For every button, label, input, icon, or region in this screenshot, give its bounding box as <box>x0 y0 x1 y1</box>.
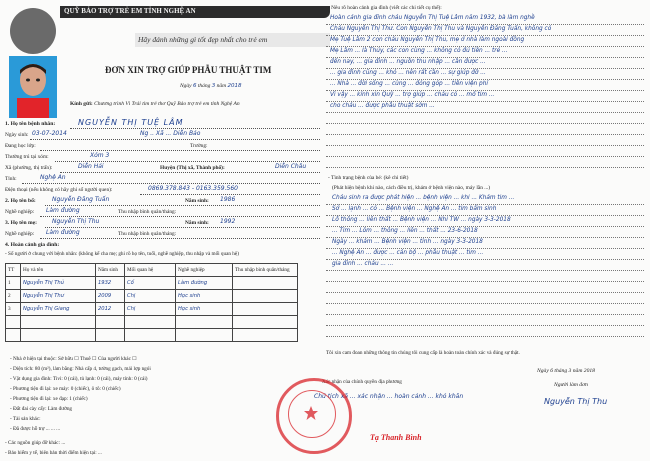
father-birth-year: 1986 <box>220 196 236 203</box>
vehicle-line: - Phương tiện đi lại: xe đạp: 1 (chiếc) <box>10 396 88 402</box>
table-cell: Học sinh <box>176 303 233 316</box>
table-cell: Chị <box>125 290 176 303</box>
ruled-line <box>326 46 644 47</box>
ruled-line <box>326 325 644 326</box>
fund-name: QUỸ BẢO TRỢ TRẺ EM TỈNH NGHỆ AN <box>64 7 196 15</box>
form-title: ĐƠN XIN TRỢ GIÚP PHẪU THUẬT TIM <box>105 65 272 75</box>
table-header: Họ và tên <box>21 264 96 277</box>
dotline <box>40 216 320 217</box>
disease-line: ... Nghệ An ... được ... cán bộ ... phẫu thuật ... tim ... <box>332 250 484 256</box>
district-value: Diễn Châu <box>275 163 307 170</box>
patient-name: NGUYỄN THỊ TUỆ LÂM <box>78 118 184 127</box>
province-value: Nghệ An <box>40 174 66 181</box>
phone-value: 0869.378.843 - 0163.359.560 <box>148 185 238 192</box>
commitment: Tôi xin cam đoan những thông tin chúng tôi cung cấp là hoàn toàn chính xác và đúng sự thật. <box>326 350 520 356</box>
dotline <box>40 238 320 239</box>
applicant-label: Người làm đơn <box>554 382 588 388</box>
applicant-signature: Nguyễn Thị Thu <box>544 397 608 406</box>
table-row <box>6 290 298 303</box>
circumstance-line: ... gia đình cũng ... khó ... nên rất cần ... sự giúp đỡ ... <box>330 70 486 76</box>
ruled-line <box>326 237 644 238</box>
slogan: Hãy đánh những gì tốt đẹp nhất cho trẻ em <box>138 35 268 44</box>
dotline <box>45 227 320 228</box>
foot-note-1: - Các nguồn giúp đỡ khác: ... <box>5 440 66 446</box>
ruled-line <box>326 281 644 282</box>
ruled-line <box>326 57 644 58</box>
circumstance-line: Cháu Nguyễn Thị Thư. Con Nguyễn Thị Thu và Nguyễn Đăng Tuấn, không có <box>330 26 552 32</box>
table-header-row <box>6 264 298 277</box>
disease-line: Sở ... lạnh ... có ... Bệnh viện ... Nghệ An ... tim bẩm sinh <box>332 206 497 212</box>
father-birth-year-label: Năm sinh: <box>185 198 209 204</box>
date-year: 2018 <box>227 83 242 89</box>
table-row <box>6 329 298 342</box>
date-day: 6 <box>193 83 197 89</box>
mother-name: Nguyễn Thị Thu <box>52 218 100 225</box>
circumstance-line: Mẹ Tuệ Lâm 2 con cháu Nguyễn Thị Thu, mẹ ở nhà làm ngoài đồng <box>330 37 525 43</box>
commune-label: Xã (phường, thị trấn): <box>5 165 53 171</box>
ruled-line <box>326 248 644 249</box>
form-date <box>180 84 242 90</box>
section3-heading: 3. Họ tên mẹ: <box>5 220 38 226</box>
dotline <box>22 183 320 184</box>
ruled-line <box>326 167 644 168</box>
table-row <box>6 277 298 290</box>
dob-value: 03-07-2014 <box>32 130 67 137</box>
circumstance-line: Hoàn cảnh gia đình cháu Nguyễn Thị Tuệ Lâm năm 1932, bà làm nghề <box>330 15 535 21</box>
section1-heading: 1. Họ tên bệnh nhân: <box>5 121 56 127</box>
date-month: 3 <box>211 83 216 89</box>
date-year-label: năm <box>216 83 227 89</box>
phone-label: Điện thoại (nếu không có hãy ghi số người quen): <box>5 187 113 193</box>
table-cell: Nguyễn Thị Thư <box>21 290 96 303</box>
hamlet-value: Xóm 3 <box>90 152 110 159</box>
land-line: - Đất đai cày cấy: Làm đường <box>10 406 73 412</box>
table-cell <box>233 290 298 303</box>
ruled-line <box>326 215 644 216</box>
fund-logo <box>10 8 56 54</box>
school-field-label: Trường: <box>190 143 208 149</box>
father-job: Làm đường <box>46 207 80 214</box>
table-header: TT <box>6 264 21 277</box>
table-cell: Làm đường <box>176 277 233 290</box>
ruled-line <box>326 123 644 124</box>
disease-line: Ngày ... khám ... Bệnh viện ... tỉnh ... ngày 3-3-2018 <box>332 239 483 245</box>
table-header: Thu nhập bình quân/tháng <box>233 264 298 277</box>
foot-note-2: - Bảo hiểm y tế, biên bản thời điểm hiện tại: ... <box>5 450 102 456</box>
ruled-line <box>326 303 644 304</box>
circumstance-line: cho cháu ... được phẫu thuật sớm ... <box>330 103 435 109</box>
mother-job: Làm đường <box>46 229 80 236</box>
kinh-gui-label: Kính gửi: <box>70 101 93 107</box>
mother-birth-year: 1992 <box>220 218 236 225</box>
other-line: - Tài sản khác: <box>10 416 41 422</box>
table-cell: Cố <box>125 277 176 290</box>
table-cell: 1932 <box>96 277 125 290</box>
circumstance-line: Vì vậy ... kính xin Quỹ ... trợ giúp ... cháu có ... mổ tim ... <box>330 92 495 98</box>
circumstance-line: Mẹ Lâm ... là Thủy, các con cùng ... không có đủ tiền ... trẻ ... <box>330 48 508 54</box>
ruled-line <box>326 226 644 227</box>
house-line: - Nhà ở hiện tại thuộc: Sở hữu ☐ Thuê ☐ Của người khác ☐ <box>10 356 137 362</box>
table-cell <box>6 329 21 342</box>
commune-value: Diễn Hải <box>78 163 104 170</box>
table-cell: Học sinh <box>176 290 233 303</box>
table-cell <box>125 316 176 329</box>
table-cell <box>96 316 125 329</box>
right-column <box>314 0 650 461</box>
ruled-line <box>326 134 644 135</box>
section2-heading: 2. Họ tên bố: <box>5 198 36 204</box>
ruled-line <box>326 24 644 25</box>
ruled-line <box>326 292 644 293</box>
disease-heading: - Tình trạng bệnh của bé: (kê chi tiết) <box>328 175 409 181</box>
ruled-line <box>326 112 644 113</box>
table-header: Mối quan hệ <box>125 264 176 277</box>
dotline <box>60 172 320 173</box>
table-cell <box>233 316 298 329</box>
table-cell: 2009 <box>96 290 125 303</box>
address-hint: Ng .. Xã ... Diễn Bảo <box>140 130 201 137</box>
ruled-line <box>326 101 644 102</box>
section4-heading: 4. Hoàn cảnh gia đình: <box>5 242 60 248</box>
dotline <box>45 205 320 206</box>
kinh-gui-text: Chương trình Vì Trái tim trẻ thơ Quỹ Bảo trợ trẻ em tỉnh Nghệ An <box>94 101 240 107</box>
transport-line: - Phương tiện đi lại: xe máy: 0 (chiếc), ô tô: 0 (chiếc) <box>10 386 121 392</box>
table-cell: 3 <box>6 303 21 316</box>
assets-line: - Vật dụng gia đình: Tivi: 0 (cái), tủ lạnh: 0 (cái), máy tính: 0 (cái) <box>10 376 148 382</box>
ruled-line <box>326 35 644 36</box>
ruled-line <box>326 204 644 205</box>
table-cell <box>176 316 233 329</box>
disease-hint: (Phát hiện bệnh khi nào, cách điều trị, khám ở bệnh viện nào, máy lần ...) <box>332 185 491 191</box>
father-name: Nguyễn Đăng Tuấn <box>52 196 110 203</box>
table-cell <box>96 329 125 342</box>
mother-job-label: Nghề nghiệp: <box>5 231 35 237</box>
ruled-line <box>326 270 644 271</box>
ruled-line <box>326 156 644 157</box>
circumstance-line: đến nay, ... gia đình ... nguồn thu nhập ... cần được ... <box>330 59 486 65</box>
patient-photo <box>9 56 57 118</box>
ruled-line <box>326 68 644 69</box>
hamlet-label: Thường trú tại xóm: <box>5 154 49 160</box>
table-cell <box>233 277 298 290</box>
province-label: Tỉnh: <box>5 176 17 182</box>
stamp-star-icon <box>303 405 319 421</box>
dotline <box>55 161 320 162</box>
table-cell <box>6 316 21 329</box>
table-cell: 1 <box>6 277 21 290</box>
sign-date: Ngày 6 tháng 3 năm 2018 <box>537 368 595 374</box>
date-month-label: tháng <box>197 83 211 89</box>
mother-birth-year-label: Năm sinh: <box>185 220 209 226</box>
dotline <box>40 150 320 151</box>
table-cell: Nguyễn Thị Giang <box>21 303 96 316</box>
table-row <box>6 316 298 329</box>
household-members-table <box>5 263 298 342</box>
local-note: Chủ tịch xã ... xác nhận ... hoàn cảnh ... khó khăn <box>314 393 464 400</box>
local-confirm-label: Xác nhận của chính quyền địa phương <box>322 379 402 385</box>
father-job-label: Nghề nghiệp: <box>5 209 35 215</box>
disease-line: ... Tim ... Lõm ... thông ... liên ... thất ... 23-6-2018 <box>332 228 478 234</box>
table-cell: Nguyễn Thị Thủ <box>21 277 96 290</box>
other-help: - Đã được hỗ trợ ... ... ... <box>10 426 61 432</box>
school-label: Đang học lớp: <box>5 143 36 149</box>
ruled-line <box>326 145 644 146</box>
table-cell <box>21 329 96 342</box>
table-header: Nghề nghiệp <box>176 264 233 277</box>
table-cell: 2 <box>6 290 21 303</box>
disease-line: Lỗ thông ... liên thất ... Bệnh viện ... Nhi TW ... ngày 3-3-2018 <box>332 217 511 223</box>
table-cell <box>233 303 298 316</box>
district-label: Huyện (Thị xã, Thành phố): <box>160 165 225 171</box>
father-income-label: Thu nhập bình quân/tháng: <box>118 209 177 215</box>
table-cell <box>176 329 233 342</box>
dotline <box>140 194 320 195</box>
ruled-line <box>326 314 644 315</box>
mother-income-label: Thu nhập bình quân/tháng: <box>118 231 177 237</box>
dotline <box>70 128 320 129</box>
table-cell: 2012 <box>96 303 125 316</box>
circumstance-heading: - Nêu rõ hoàn cảnh gia đình (viết các chi tiết cụ thể): <box>328 5 442 11</box>
disease-line: gia đình ... cháu ... ... <box>332 261 394 267</box>
circumstance-line: ... Nhà ... đời sống ... cùng ... đóng góp ... tiền viện phí <box>330 81 488 87</box>
disease-line: Cháu sinh ra được phát hiện ... bệnh viện ... khi ... Khám tim ... <box>332 195 515 201</box>
official-name: Tạ Thanh Bình <box>370 433 422 442</box>
table-header: Năm sinh <box>96 264 125 277</box>
table-cell <box>21 316 96 329</box>
dotline <box>30 139 320 140</box>
dob-label: Ngày sinh: <box>5 132 29 138</box>
table-row <box>6 303 298 316</box>
house-area: - Diện tích: 80 (m²), làm bằng: Nhà cấp 4, tường gạch, mái lợp ngói <box>10 366 151 372</box>
section4-intro: - Số người ở chung với bệnh nhân: (không kể cha mẹ; ghi rõ họ tên, tuổi, nghề nghiệp, thu nhập và mối quan hệ) <box>5 251 239 257</box>
table-cell <box>125 329 176 342</box>
kinh-gui <box>70 102 240 108</box>
date-prefix: Ngày <box>180 83 192 89</box>
ruled-line <box>326 79 644 80</box>
table-cell: Chị <box>125 303 176 316</box>
ruled-line <box>326 259 644 260</box>
ruled-line <box>326 336 644 337</box>
table-cell <box>233 329 298 342</box>
ruled-line <box>326 90 644 91</box>
